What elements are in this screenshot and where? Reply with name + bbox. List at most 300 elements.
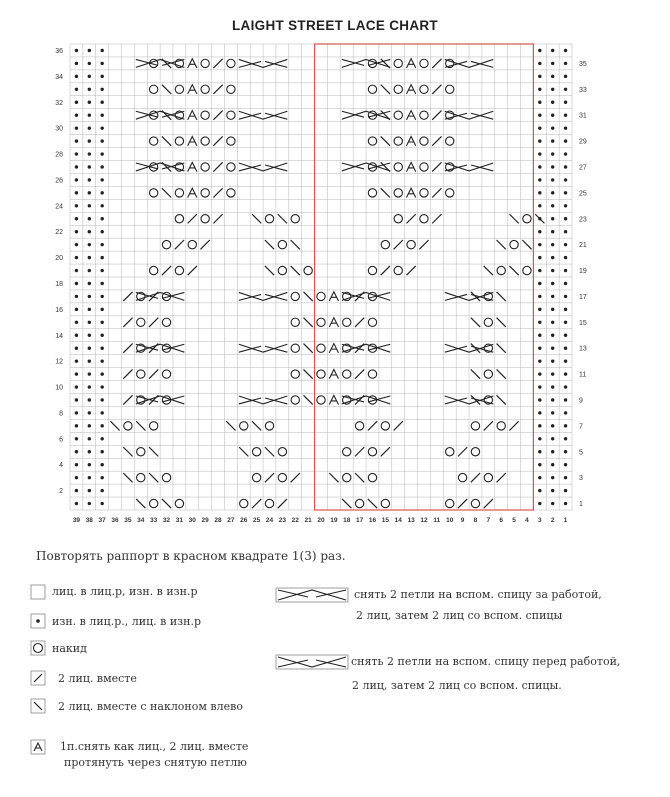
sk2p-mark (188, 85, 197, 94)
legend-knit-text: лиц. в лиц.р, изн. в изн.р (52, 585, 198, 598)
yo-mark (317, 344, 325, 352)
purl-dot (551, 437, 554, 440)
right-row-label: 9 (579, 397, 583, 405)
purl-dot (564, 256, 567, 259)
yo-mark (420, 163, 428, 171)
ssk-mark (149, 473, 158, 482)
yo-mark (317, 318, 325, 326)
left-row-label: 32 (55, 99, 63, 107)
k2tog-mark (484, 421, 493, 430)
ssk-mark (226, 421, 235, 430)
yo-mark (291, 318, 299, 326)
yo-mark (149, 422, 157, 430)
yo-mark (175, 137, 183, 145)
purl-dot (100, 165, 103, 168)
purl-dot (564, 230, 567, 233)
purl-dot (551, 243, 554, 246)
k2tog-mark (355, 318, 364, 327)
purl-dot (538, 282, 541, 285)
yo-mark (201, 137, 209, 145)
purl-dot (538, 437, 541, 440)
purl-dot (75, 217, 78, 220)
column-label: 28 (214, 517, 222, 524)
purl-dot (75, 152, 78, 155)
right-row-label: 3 (579, 475, 583, 483)
yo-mark (201, 85, 209, 93)
purl-dot (538, 463, 541, 466)
yo-mark (394, 215, 402, 223)
purl-dot (538, 502, 541, 505)
legend-cable-front-text-1: снять 2 петли на вспом. спицу перед работой, (351, 655, 621, 668)
k2tog-mark (291, 473, 300, 482)
column-label: 31 (175, 517, 184, 524)
column-label: 27 (227, 517, 235, 524)
ssk-mark (381, 136, 390, 145)
yo-mark (137, 473, 145, 481)
chart-labels (55, 48, 587, 524)
ssk-mark (535, 214, 544, 223)
yo-mark (510, 240, 518, 248)
yo-mark (368, 473, 376, 481)
purl-dot (75, 321, 78, 324)
column-label: 24 (265, 517, 274, 524)
purl-dot (88, 126, 91, 129)
ssk-mark (381, 188, 390, 197)
sk2p-mark (406, 85, 415, 94)
yo-mark (368, 370, 376, 378)
purl-dot (100, 476, 103, 479)
yo-mark (471, 499, 479, 507)
yo-mark (201, 163, 209, 171)
purl-dot (88, 476, 91, 479)
ssk-mark (497, 292, 506, 301)
purl-dot (538, 256, 541, 259)
purl-dot (100, 49, 103, 52)
purl-dot (564, 450, 567, 453)
column-label: 23 (278, 517, 287, 524)
purl-dot (538, 139, 541, 142)
yo-mark (407, 240, 415, 248)
ssk-mark (265, 240, 274, 249)
k2tog-mark (123, 395, 132, 404)
yo-mark (137, 370, 145, 378)
k2tog-mark (432, 59, 441, 68)
left-row-label: 6 (59, 436, 63, 444)
yo-mark (227, 111, 235, 119)
k2tog-mark (432, 214, 441, 223)
purl-dot (100, 191, 103, 194)
purl-dot (564, 204, 567, 207)
left-row-label: 8 (59, 410, 63, 418)
k2tog-mark (394, 240, 403, 249)
purl-dot (551, 88, 554, 91)
column-label: 21 (304, 517, 312, 524)
purl-dot (538, 450, 541, 453)
column-label: 19 (330, 517, 338, 524)
yo-mark (368, 448, 376, 456)
column-label: 11 (433, 517, 441, 524)
purl-dot (551, 152, 554, 155)
purl-dot (75, 385, 78, 388)
purl-dot (75, 476, 78, 479)
purl-dot (75, 256, 78, 259)
ssk-mark (303, 344, 312, 353)
yo-mark (162, 318, 170, 326)
purl-dot (564, 321, 567, 324)
right-row-label: 29 (579, 138, 587, 146)
legend-yo-text: накид (52, 642, 87, 655)
ssk-mark (162, 85, 171, 94)
purl-dot (100, 502, 103, 505)
column-label: 12 (420, 517, 428, 524)
k2tog-mark (278, 499, 287, 508)
yo-mark (149, 499, 157, 507)
purl-dot (100, 334, 103, 337)
yo-mark (149, 189, 157, 197)
k2tog-mark (432, 188, 441, 197)
purl-dot (538, 359, 541, 362)
right-row-label: 15 (579, 319, 587, 327)
column-label: 10 (446, 517, 454, 524)
purl-dot (88, 385, 91, 388)
yo-mark (381, 240, 389, 248)
left-row-label: 22 (55, 229, 63, 237)
purl-dot (551, 502, 554, 505)
ssk-mark (303, 292, 312, 301)
purl-dot (88, 75, 91, 78)
left-row-label: 36 (55, 47, 63, 55)
yo-mark (355, 422, 363, 430)
purl-dot (88, 256, 91, 259)
purl-dot (551, 49, 554, 52)
purl-dot (88, 88, 91, 91)
sk2p-mark (406, 188, 415, 197)
purl-dot (551, 321, 554, 324)
yo-mark (394, 111, 402, 119)
purl-dot (100, 308, 103, 311)
k2tog-mark (406, 214, 415, 223)
column-label: 33 (150, 517, 158, 524)
purl-dot (75, 113, 78, 116)
right-row-label: 27 (579, 164, 587, 172)
purl-dot (75, 230, 78, 233)
purl-dot (75, 282, 78, 285)
purl-dot (538, 411, 541, 414)
purl-dot (551, 295, 554, 298)
purl-dot (88, 450, 91, 453)
column-label: 1 (563, 517, 568, 524)
purl-dot (75, 398, 78, 401)
purl-dot (564, 88, 567, 91)
sk2p-mark (406, 59, 415, 68)
purl-dot (564, 165, 567, 168)
yo-mark (201, 111, 209, 119)
purl-dot (551, 126, 554, 129)
purl-dot (551, 113, 554, 116)
purl-dot (538, 113, 541, 116)
purl-dot (88, 152, 91, 155)
yo-mark (446, 189, 454, 197)
k2tog-mark (381, 266, 390, 275)
purl-dot (564, 502, 567, 505)
k2tog-mark (213, 214, 222, 223)
yo-mark (278, 240, 286, 248)
purl-dot (75, 346, 78, 349)
yo-mark (343, 370, 351, 378)
yo-mark (523, 266, 531, 274)
yo-mark (343, 318, 351, 326)
purl-dot (75, 463, 78, 466)
purl-dot (100, 269, 103, 272)
column-label: 35 (124, 517, 132, 524)
repeat-note: Повторять раппорт в красном квадрате 1(3) раз. (36, 549, 346, 563)
purl-dot (564, 308, 567, 311)
purl-dot (564, 476, 567, 479)
purl-dot (538, 385, 541, 388)
right-row-label: 11 (579, 371, 587, 379)
yo-mark (446, 499, 454, 507)
column-label: 36 (111, 517, 119, 524)
purl-dot (551, 75, 554, 78)
purl-dot (551, 411, 554, 414)
k2tog-mark (252, 499, 261, 508)
purl-dot (551, 282, 554, 285)
purl-dot (538, 321, 541, 324)
purl-dot (538, 88, 541, 91)
purl-dot (564, 346, 567, 349)
k2tog-mark (188, 214, 197, 223)
purl-dot (551, 346, 554, 349)
ssk-mark (522, 240, 531, 249)
ssk-mark (123, 473, 132, 482)
chart-symbols (75, 49, 568, 508)
purl-dot (100, 385, 103, 388)
left-row-label: 30 (55, 125, 63, 133)
column-label: 38 (85, 517, 93, 524)
purl-dot (564, 62, 567, 65)
purl-dot (538, 489, 541, 492)
k2tog-mark (458, 447, 467, 456)
purl-dot (551, 450, 554, 453)
purl-dot (88, 269, 91, 272)
left-row-label: 10 (55, 384, 63, 392)
purl-dot (551, 398, 554, 401)
purl-dot (564, 295, 567, 298)
k2tog-mark (432, 111, 441, 120)
purl-dot (551, 230, 554, 233)
yo-mark (317, 370, 325, 378)
right-row-label: 13 (579, 345, 587, 353)
purl-dot (100, 398, 103, 401)
purl-dot (564, 243, 567, 246)
k2tog-mark (188, 266, 197, 275)
column-label: 7 (486, 517, 491, 524)
purl-dot (75, 411, 78, 414)
yo-mark (304, 266, 312, 274)
sk2p-mark (329, 395, 338, 404)
purl-dot (538, 49, 541, 52)
left-row-label: 4 (59, 462, 63, 470)
ssk-mark (368, 499, 377, 508)
right-row-label: 19 (579, 268, 587, 276)
purl-dot (88, 502, 91, 505)
legend-cable-back-text-2: 2 лиц, затем 2 лиц со вспом. спицы (356, 609, 563, 622)
yo-mark (471, 422, 479, 430)
yo-mark (137, 318, 145, 326)
yo-mark (162, 240, 170, 248)
yo-mark (471, 448, 479, 456)
purl-dot (100, 372, 103, 375)
ssk-mark (252, 421, 261, 430)
yo-mark (458, 473, 466, 481)
purl-dot (88, 334, 91, 337)
k2tog-mark (123, 292, 132, 301)
right-row-label: 5 (579, 449, 583, 457)
ssk-mark (110, 421, 119, 430)
column-label: 29 (201, 517, 209, 524)
column-label: 6 (499, 517, 504, 524)
purl-dot (100, 139, 103, 142)
purl-dot (551, 62, 554, 65)
purl-dot (75, 295, 78, 298)
right-row-label: 31 (579, 112, 587, 120)
right-row-label: 23 (579, 216, 587, 224)
purl-dot (75, 88, 78, 91)
column-label: 15 (381, 517, 389, 524)
left-row-label: 28 (55, 151, 63, 159)
yo-mark (227, 59, 235, 67)
ssk-mark (471, 369, 480, 378)
yo-mark (394, 266, 402, 274)
purl-dot (75, 502, 78, 505)
right-row-label: 21 (579, 242, 587, 250)
purl-dot (75, 62, 78, 65)
yo-mark (420, 59, 428, 67)
purl-dot (538, 62, 541, 65)
k2tog-mark (484, 499, 493, 508)
ssk-mark (252, 214, 261, 223)
yo-mark (368, 137, 376, 145)
yo-mark (201, 215, 209, 223)
purl-dot (75, 204, 78, 207)
purl-dot (75, 101, 78, 104)
purl-dot (88, 437, 91, 440)
column-label: 37 (98, 517, 106, 524)
ssk-mark (497, 369, 506, 378)
yo-mark (124, 422, 132, 430)
sk2p-mark (188, 136, 197, 145)
purl-dot (564, 489, 567, 492)
purl-dot (564, 424, 567, 427)
legend-ssk-text: 2 лиц. вместе с наклоном влево (58, 700, 243, 713)
purl-dot (88, 295, 91, 298)
k2tog-mark (213, 85, 222, 94)
yo-mark (278, 473, 286, 481)
legend-purl-icon (36, 619, 40, 623)
yo-mark (343, 473, 351, 481)
yo-mark (394, 85, 402, 93)
purl-dot (100, 88, 103, 91)
purl-dot (551, 372, 554, 375)
yo-mark (265, 215, 273, 223)
purl-dot (75, 139, 78, 142)
right-row-label: 25 (579, 190, 587, 198)
purl-dot (88, 49, 91, 52)
k2tog-mark (201, 240, 210, 249)
sk2p-mark (188, 59, 197, 68)
yo-mark (394, 137, 402, 145)
ssk-mark (136, 421, 145, 430)
purl-dot (75, 191, 78, 194)
k2tog-mark (394, 421, 403, 430)
purl-dot (564, 411, 567, 414)
yo-mark (446, 85, 454, 93)
yo-mark (368, 189, 376, 197)
purl-dot (551, 334, 554, 337)
purl-dot (100, 489, 103, 492)
k2tog-mark (162, 266, 171, 275)
right-row-label: 35 (579, 60, 587, 68)
purl-dot (538, 230, 541, 233)
purl-dot (564, 101, 567, 104)
yo-mark (394, 163, 402, 171)
purl-dot (75, 372, 78, 375)
ssk-mark (123, 447, 132, 456)
purl-dot (75, 334, 78, 337)
sk2p-mark (406, 111, 415, 120)
ssk-mark (265, 266, 274, 275)
purl-dot (88, 101, 91, 104)
purl-dot (100, 75, 103, 78)
purl-dot (538, 178, 541, 181)
purl-dot (88, 489, 91, 492)
legend-knit-box (31, 585, 45, 599)
k2tog-mark (213, 188, 222, 197)
purl-dot (88, 113, 91, 116)
purl-dot (564, 178, 567, 181)
purl-dot (551, 217, 554, 220)
purl-dot (75, 424, 78, 427)
yo-mark (484, 473, 492, 481)
k2tog-mark (497, 473, 506, 482)
purl-dot (538, 295, 541, 298)
yo-mark (175, 189, 183, 197)
purl-dot (538, 126, 541, 129)
purl-dot (75, 126, 78, 129)
k2tog-mark (509, 421, 518, 430)
column-label: 30 (188, 517, 196, 524)
yo-mark (317, 292, 325, 300)
sk2p-mark (188, 111, 197, 120)
purl-dot (75, 489, 78, 492)
k2tog-mark (432, 162, 441, 171)
purl-dot (564, 217, 567, 220)
purl-dot (538, 308, 541, 311)
purl-dot (538, 346, 541, 349)
k2tog-mark (368, 421, 377, 430)
purl-dot (564, 75, 567, 78)
yo-mark (420, 215, 428, 223)
ssk-mark (497, 395, 506, 404)
left-row-label: 34 (55, 73, 63, 81)
purl-dot (538, 152, 541, 155)
purl-dot (551, 256, 554, 259)
ssk-mark (355, 473, 364, 482)
yo-mark (175, 215, 183, 223)
purl-dot (75, 359, 78, 362)
column-label: 17 (355, 517, 364, 524)
yo-mark (137, 448, 145, 456)
